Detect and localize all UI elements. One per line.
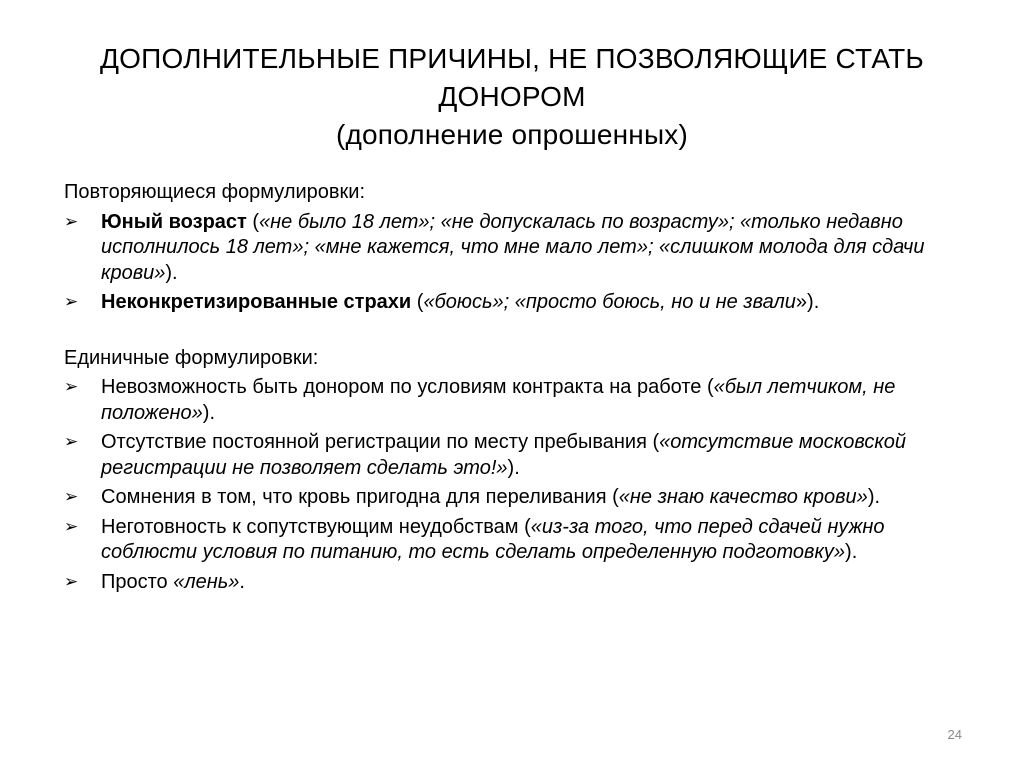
- item-text: (: [246, 210, 260, 233]
- item-text: Неготовность к сопутствующим неудобствам (: [101, 515, 531, 538]
- item-text-end: ).: [867, 486, 881, 508]
- list-item: [64, 375, 964, 426]
- item-text-end: ).: [507, 456, 520, 479]
- item-text-end: ).: [845, 541, 858, 563]
- repeated-heading: Повторяющиеся формулировки:: [64, 181, 366, 203]
- item-quote: «отсутствие московской регистрации не позволяет сделать это!»: [101, 431, 907, 479]
- item-quote: «боюсь»; «просто боюсь, но и не звали: [423, 291, 796, 313]
- item-text: Сомнения в том, что кровь пригодна для переливания (: [101, 486, 619, 508]
- item-quote: «из-за того, что перед сдачей нужно соблюсти условия по питанию, то есть сделать определенную подготовку»: [101, 515, 885, 563]
- page-number: 24: [947, 727, 962, 742]
- slide-title: [60, 40, 964, 154]
- list-item: [64, 515, 964, 566]
- title-line-2: ДОНОРОМ: [438, 81, 586, 112]
- item-quote: «не знаю качество крови»: [618, 486, 868, 508]
- repeated-list: [64, 210, 964, 316]
- item-text-end: »).: [795, 291, 820, 313]
- arrow-bullet-icon: ➢: [64, 487, 79, 507]
- title-line-1: ДОПОЛНИТЕЛЬНЫЕ ПРИЧИНЫ, НЕ ПОЗВОЛЯЮЩИЕ СТАТЬ: [100, 43, 924, 74]
- item-text-end: .: [239, 570, 245, 593]
- arrow-bullet-icon: ➢: [64, 516, 79, 537]
- list-item: [64, 430, 964, 481]
- item-text: Просто: [101, 570, 174, 593]
- list-item: [64, 570, 964, 596]
- item-text-end: ).: [165, 261, 178, 284]
- single-list: [64, 375, 964, 595]
- item-text: Невозможность быть донором по условиям контракта на работе (: [101, 376, 714, 398]
- item-bold-label: Юный возраст: [101, 210, 247, 233]
- arrow-bullet-icon: ➢: [64, 292, 79, 312]
- list-item: [64, 210, 964, 287]
- slide-body: [64, 180, 964, 599]
- arrow-bullet-icon: ➢: [64, 571, 79, 592]
- list-item: [64, 290, 964, 316]
- item-quote: «не было 18 лет»; «не допускалась по возрасту»; «только недавно исполнилось 18 лет»; «мне кажется, что мне мало лет»; «слишком молода для сдачи крови»: [101, 210, 925, 284]
- item-quote: «был летчиком, не положено»: [101, 376, 896, 424]
- list-item: [64, 485, 964, 511]
- arrow-bullet-icon: ➢: [64, 432, 79, 452]
- title-subtitle: (дополнение опрошенных): [335, 119, 689, 150]
- single-heading: Единичные формулировки:: [64, 346, 319, 369]
- item-text: Отсутствие постоянной регистрации по месту пребывания (: [101, 431, 660, 453]
- item-bold-label: Неконкретизированные страхи: [101, 291, 412, 313]
- arrow-bullet-icon: ➢: [64, 211, 79, 232]
- arrow-bullet-icon: ➢: [64, 377, 79, 397]
- item-text-end: ).: [202, 401, 216, 424]
- item-text: (: [411, 291, 424, 313]
- item-quote: «лень»: [173, 570, 240, 593]
